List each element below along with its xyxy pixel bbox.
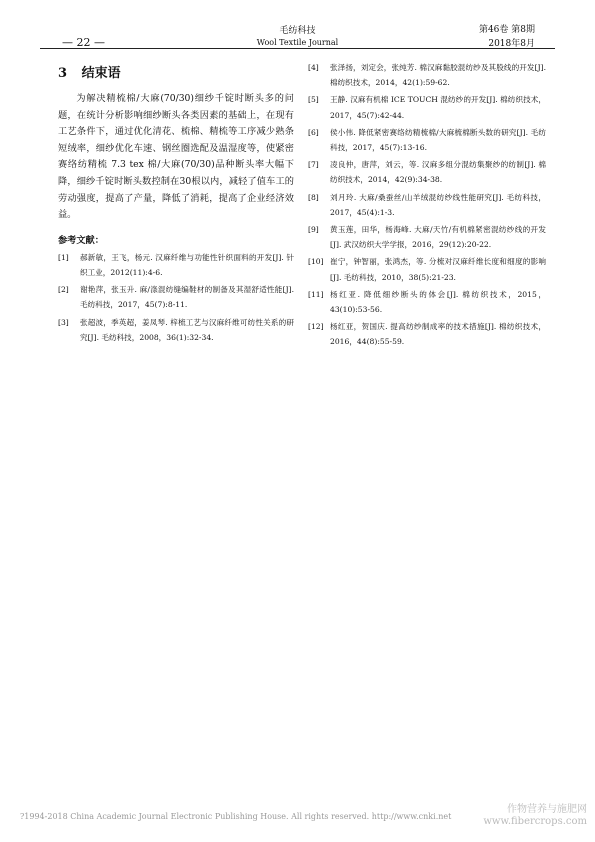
- reference-text: 张超波，季英超，姜凤琴. 梓梳工艺与汉麻纤维可纺性关系的研究[J]. 毛纺科技，2008，36(1):32-34.: [80, 317, 294, 342]
- section-title: 结束语: [81, 66, 121, 81]
- issue-volume: 第46卷 第8期: [478, 25, 535, 35]
- reference-list-right: [308, 60, 546, 350]
- reference-text: 刘月玲. 大麻/桑蚕丝/山羊绒混纺纱线性能研究[J]. 毛纺科技，2017，45(4):1-3.: [330, 192, 546, 217]
- left-column: [58, 60, 294, 347]
- reference-text: 张泽扬，刘定会，张纯芳. 棉汉麻黏胶混纺纱及其股线的开发[J]. 棉纺织技术，2014，42(1):59-62.: [330, 63, 546, 88]
- reference-number: [5]: [308, 95, 319, 105]
- right-column: [308, 60, 546, 352]
- reference-item: [308, 222, 546, 252]
- reference-text: 谢艳萍，张玉升. 麻/涤混纺缝编鞋材的制备及其湿舒适性能[J]. 毛纺科技，2017，45(7):8-11.: [80, 285, 294, 310]
- reference-item: [308, 157, 546, 187]
- reference-item: [308, 254, 546, 284]
- copyright-footer: ?1994-2018 China Academic Journal Electronic Publishing House. All rights reserved. http://www.cnki.net: [20, 812, 452, 821]
- reference-number: [4]: [308, 63, 319, 72]
- reference-item: [58, 250, 294, 280]
- reference-item: [58, 315, 294, 345]
- reference-text: 侯小伟. 降低紧密赛络纺精梳棉/大麻梳棉断头数的研究[J]. 毛纺科技，2017，45(7):13-16.: [330, 127, 546, 153]
- reference-number: [1]: [58, 252, 69, 262]
- reference-number: [9]: [308, 225, 319, 235]
- journal-name-cn: 毛纺科技: [279, 26, 316, 36]
- reference-item: [58, 282, 294, 312]
- header-rule: [40, 48, 555, 49]
- reference-item: [308, 125, 546, 155]
- reference-item: [308, 92, 546, 122]
- reference-text: 杨红亚. 降低细纱断头的体会[J]. 棉纺织技术，2015，43(10):53-56.: [330, 289, 546, 315]
- reference-number: [2]: [58, 285, 69, 295]
- journal-name-en: Wool Textile Journal: [256, 38, 339, 47]
- reference-item: [308, 287, 546, 317]
- reference-text: 黄玉莲，田华，杨海峰. 大麻/天竹/有机棉紧密混纺纱线的开发[J]. 武汉纺织大学学报，2016，29(12):20-22.: [330, 225, 546, 250]
- reference-number: [11]: [308, 289, 324, 299]
- reference-number: [10]: [308, 257, 324, 267]
- watermark-text: 作物营养与施肥网: [507, 804, 587, 815]
- reference-text: 凌良仲，唐萍，刘云，等. 汉麻多组分混纺集聚纱的纺制[J]. 棉纺织技术，2014，42(9):34-38.: [330, 160, 546, 185]
- reference-text: 杨红亚，贺国庆. 提高纺纱制成率的技术措施[J]. 棉纺织技术，2016，44(8):55-59.: [330, 322, 546, 347]
- reference-list-left: [58, 250, 294, 345]
- section-heading: [58, 62, 294, 81]
- reference-item: [308, 190, 546, 220]
- watermark-url: www.fibercrops.com: [483, 816, 587, 827]
- references-heading: 参考文献：: [58, 234, 104, 246]
- reference-text: 崔宁，钟智丽，张鸿杰，等. 分梳对汉麻纤维长度和细度的影响[J]. 毛纺科技，2010，38(5):21-23.: [330, 257, 546, 282]
- reference-item: [308, 60, 546, 90]
- reference-number: [6]: [308, 127, 319, 137]
- reference-text: 郝新敏，王飞，杨元. 汉麻纤维与功能性针织面料的开发[J]. 针织工业，2012(11):4-6.: [80, 252, 294, 277]
- reference-number: [8]: [308, 192, 319, 202]
- conclusion-paragraph: 为解决精梳棉/大麻(70/30)细纱千锭时断头多的问题，在统计分析影响细纱断头各类因素的基础上，在现有工艺条件下，通过优化清花、梳棉、精梳等工序减少熟条短绒率，细纱优化车速、钢丝圈选配及温湿度等，使紧密赛络纺精梳 7.3 tex 棉/大麻(70/30)品种断头率大幅下降，细纱千锭时断头数控制在30根以内，减轻了值车工的劳动强度，提高了产量，降低了消耗，提高了企业经济效益。: [58, 93, 294, 221]
- reference-number: [12]: [308, 322, 324, 332]
- reference-item: [308, 319, 546, 349]
- section-number: 3: [58, 66, 68, 81]
- page-header: [40, 20, 555, 50]
- issue-date: 2018年8月: [488, 39, 535, 49]
- reference-number: [3]: [58, 317, 69, 327]
- reference-text: 王静. 汉麻有机棉 ICE TOUCH 混纺纱的开发[J]. 棉纺织技术，2017，45(7):42-44.: [330, 95, 546, 120]
- reference-number: [7]: [308, 160, 319, 170]
- page-number: — 22 —: [62, 36, 105, 49]
